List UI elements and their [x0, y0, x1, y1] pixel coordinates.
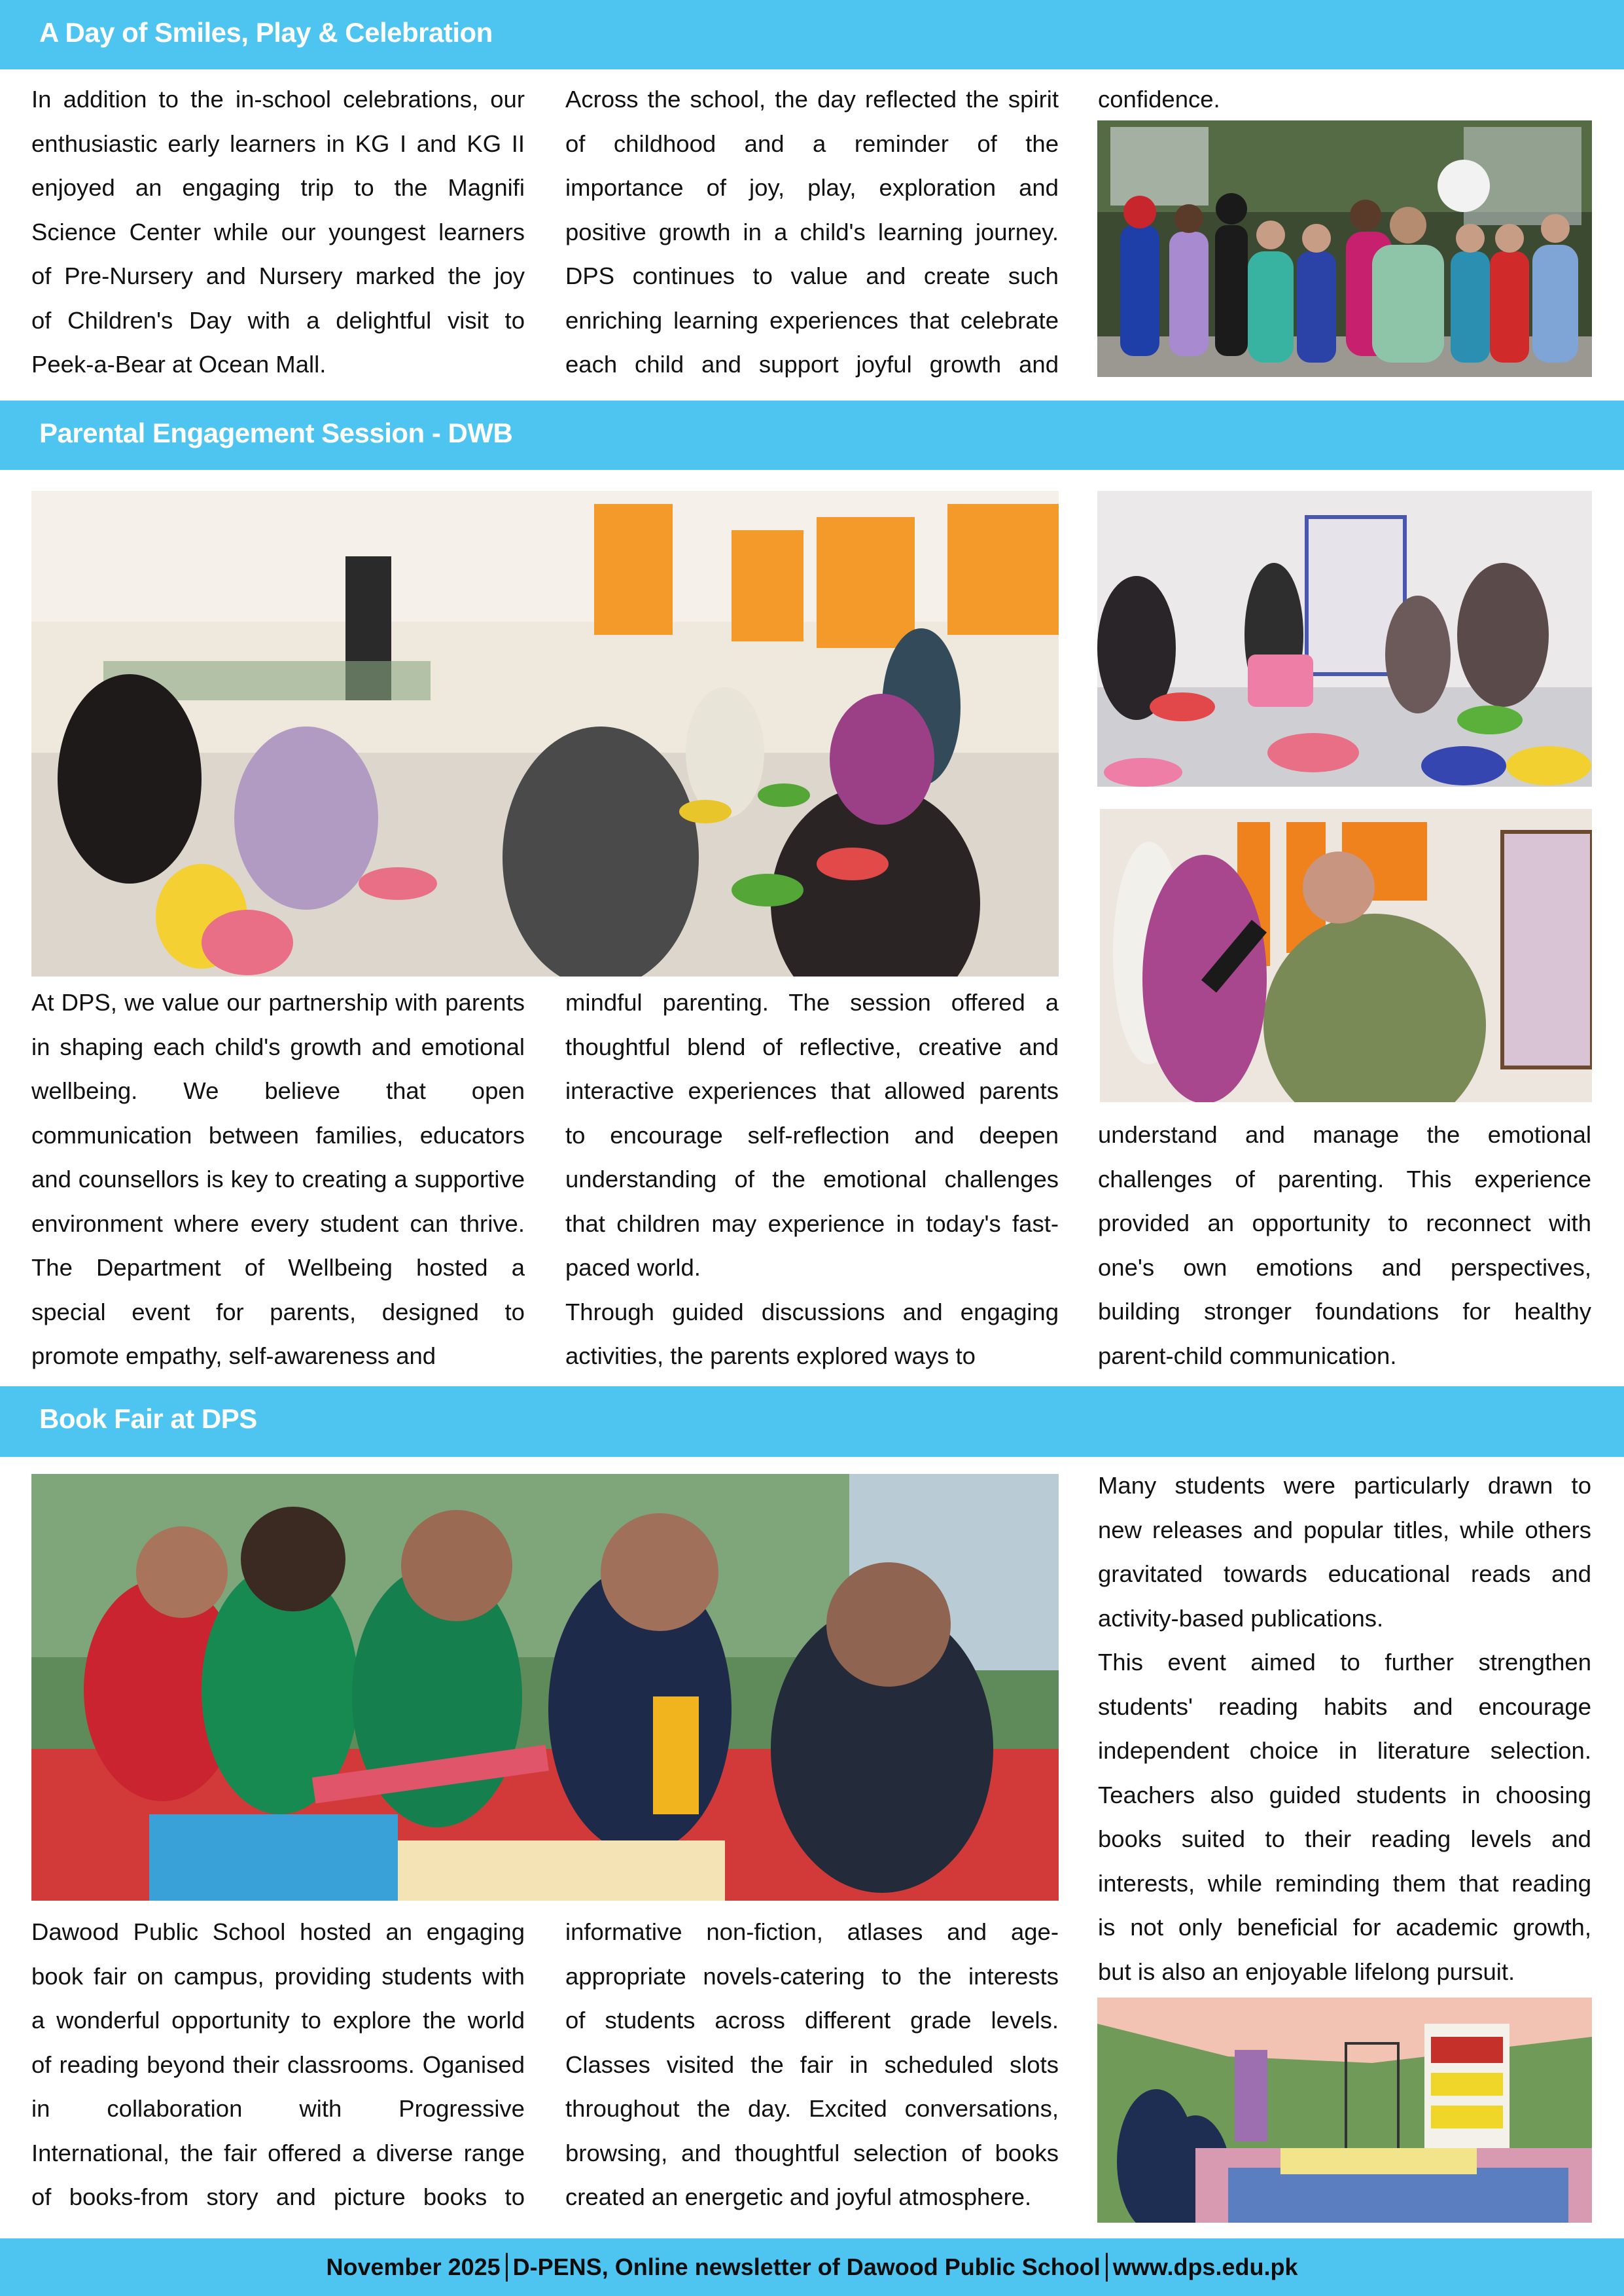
text-line: communication between families, educators — [31, 1121, 525, 1149]
text-column — [31, 77, 525, 387]
text-line: Many students were particularly drawn to — [1098, 1472, 1591, 1499]
text-line: challenges of parenting. This experience — [1098, 1165, 1591, 1193]
text-line: DPS continues to value and create such — [565, 262, 1059, 289]
text-line: In addition to the in-school celebrations, our — [31, 86, 525, 113]
text-line: Classes visited the fair in scheduled slots — [565, 2051, 1059, 2078]
text-line: confidence. — [1098, 86, 1220, 113]
text-line: Dawood Public School hosted an engaging — [31, 1918, 525, 1945]
text-line: browsing, and thoughtful selection of books — [565, 2139, 1059, 2166]
text-line: parent-child communication. — [1098, 1342, 1397, 1369]
students-browsing-books-photo — [31, 1474, 1059, 1901]
text-line: each child and support joyful growth and — [565, 351, 1059, 378]
text-column — [565, 77, 1059, 387]
section-title: A Day of Smiles, Play & Celebration — [39, 17, 493, 48]
book-stall-photo — [1097, 1998, 1592, 2223]
text-column — [31, 980, 525, 1378]
text-line: enriching learning experiences that celebrate — [565, 306, 1059, 334]
text-line: International, the fair offered a diverse range — [31, 2139, 525, 2166]
parents-room-photo — [1097, 491, 1592, 787]
text-line: Across the school, the day reflected the spirit — [565, 86, 1059, 113]
text-line: informative non-fiction, atlases and age- — [565, 1918, 1059, 1945]
text-line: that children may experience in today's fast- — [565, 1210, 1059, 1237]
text-line: paced world. — [565, 1254, 701, 1281]
footer-publication: D-PENS, Online newsletter of Dawood Public School — [512, 2253, 1101, 2280]
parents-seated-circle-photo — [31, 491, 1059, 977]
text-line: special event for parents, designed to — [31, 1298, 525, 1325]
text-line: and counsellors is key to creating a supportive — [31, 1166, 525, 1193]
section-title: Book Fair at DPS — [39, 1403, 257, 1434]
text-line: importance of joy, play, exploration and — [565, 174, 1059, 201]
text-line: in shaping each child's growth and emotional — [31, 1033, 525, 1060]
text-line: of childhood and a reminder of the — [565, 130, 1059, 157]
text-line: provided an opportunity to reconnect with — [1098, 1210, 1591, 1236]
text-line: gravitated towards educational reads and — [1098, 1560, 1591, 1587]
text-column — [31, 1910, 525, 2219]
text-line: one's own emotions and perspectives, — [1098, 1253, 1591, 1281]
text-line: of Pre-Nursery and Nursery marked the joy — [31, 262, 525, 289]
text-line: independent choice in literature selection. — [1098, 1737, 1591, 1764]
text-column — [1098, 1463, 1591, 1994]
text-line: activity-based publications. — [1098, 1604, 1384, 1632]
footer-divider — [1106, 2253, 1108, 2282]
section-header-celebration — [0, 0, 1624, 69]
text-line: activities, the parents explored ways to — [565, 1342, 976, 1369]
text-line: Through guided discussions and engaging — [565, 1298, 1059, 1325]
text-line: enjoyed an engaging trip to the Magnifi — [31, 174, 525, 201]
text-line: throughout the day. Excited conversations, — [565, 2095, 1059, 2122]
footer-date: November 2025 — [326, 2253, 501, 2280]
text-column — [565, 1910, 1059, 2219]
text-line: promote empathy, self-awareness and — [31, 1342, 436, 1369]
text-line: to encourage self-reflection and deepen — [565, 1121, 1059, 1149]
footer-website-link[interactable]: www.dps.edu.pk — [1112, 2253, 1298, 2280]
text-line: building stronger foundations for healthy — [1098, 1298, 1591, 1325]
text-column — [1098, 1113, 1591, 1378]
text-line: but is also an enjoyable lifelong pursuit. — [1098, 1958, 1515, 1985]
speaker-with-microphone-photo — [1100, 809, 1592, 1102]
section-title: Parental Engagement Session - DWB — [39, 418, 513, 448]
text-line: wellbeing. We believe that open — [31, 1077, 525, 1104]
footer-bar — [0, 2238, 1624, 2296]
text-line: mindful parenting. The session offered a — [565, 989, 1059, 1016]
text-line: book fair on campus, providing students with — [31, 1962, 525, 1990]
text-line: interactive experiences that allowed parents — [565, 1077, 1059, 1104]
text-line: appropriate novels-catering to the interests — [565, 1962, 1059, 1990]
text-column — [1098, 77, 1591, 122]
text-line: of students across different grade levels. — [565, 2007, 1059, 2034]
text-line: Teachers also guided students in choosing — [1098, 1781, 1591, 1808]
children-in-costumes-photo — [1097, 120, 1592, 377]
text-line: understanding of the emotional challenges — [565, 1166, 1059, 1193]
text-column — [565, 980, 1059, 1378]
text-line: of reading beyond their classrooms. Oganised — [31, 2051, 525, 2078]
text-line: of books-from story and picture books to — [31, 2183, 525, 2210]
section-header-book-fair — [0, 1386, 1624, 1457]
text-line: interests, while reminding them that reading — [1098, 1869, 1591, 1897]
text-line: positive growth in a child's learning journey. — [565, 218, 1059, 245]
text-line: thoughtful blend of reflective, creative and — [565, 1033, 1059, 1060]
text-line: a wonderful opportunity to explore the world — [31, 2007, 525, 2034]
text-line: students' reading habits and encourage — [1098, 1693, 1591, 1720]
footer-divider — [506, 2253, 508, 2282]
text-line: This event aimed to further strengthen — [1098, 1649, 1591, 1676]
text-line: enthusiastic early learners in KG I and KG II — [31, 130, 525, 157]
text-line: new releases and popular titles, while others — [1098, 1516, 1591, 1543]
text-line: At DPS, we value our partnership with parents — [31, 989, 525, 1016]
text-line: Science Center while our youngest learners — [31, 218, 525, 245]
text-line: in collaboration with Progressive — [31, 2095, 525, 2122]
text-line: understand and manage the emotional — [1098, 1121, 1591, 1148]
section-header-parental-engagement — [0, 401, 1624, 470]
text-line: environment where every student can thrive. — [31, 1210, 525, 1237]
text-line: of Children's Day with a delightful visit to — [31, 306, 525, 334]
text-line: The Department of Wellbeing hosted a — [31, 1254, 525, 1281]
text-line: created an energetic and joyful atmosphere. — [565, 2183, 1032, 2210]
text-line: is not only beneficial for academic growth, — [1098, 1914, 1591, 1941]
text-line: Peek-a-Bear at Ocean Mall. — [31, 351, 327, 378]
text-line: books suited to their reading levels and — [1098, 1825, 1591, 1852]
